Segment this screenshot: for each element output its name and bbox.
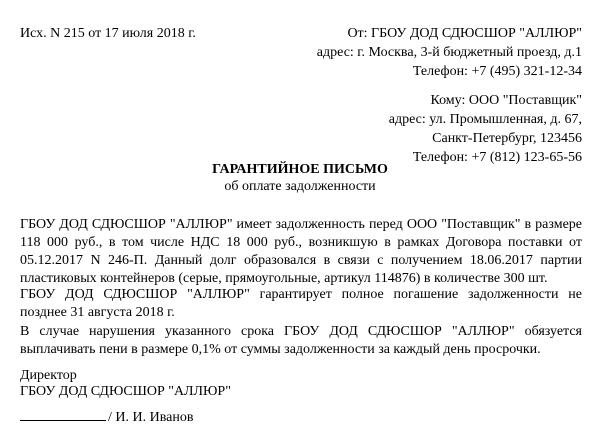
- signer-position: Директор: [20, 368, 77, 383]
- signer-name: / И. И. Иванов: [108, 410, 194, 425]
- signature-block: [20, 408, 193, 426]
- recipient-phone: Телефон: +7 (812) 123-65-56: [412, 150, 582, 165]
- paragraph-guarantee: ГБОУ ДОД СДЮСШОР "АЛЛЮР" гарантирует полное погашение задолженности не позднее 31 августа 2018 г.: [20, 287, 582, 320]
- recipient-address: адрес: ул. Промышленная, д. 67,: [388, 112, 582, 127]
- letter-title: ГАРАНТИЙНОЕ ПИСЬМО: [212, 162, 388, 177]
- signature-line: [20, 408, 106, 421]
- paragraph-debt: ГБОУ ДОД СДЮСШОР "АЛЛЮР" имеет задолженность перед ООО "Поставщик" в размере 118 000 руб., в том числе НДС 18 000 руб., возникшую в рамках Договора поставки от 05.12.2017 N 246-П. Данный долг образовался в связи с получением 18.06.2017 партии пластиковых контейнеров (серые, прямоугольные, артикул 114876) в количестве 300 шт.: [20, 217, 582, 286]
- sender-phone: Телефон: +7 (495) 321-12-34: [412, 64, 582, 79]
- signer-organization: ГБОУ ДОД СДЮСШОР "АЛЛЮР": [20, 384, 231, 399]
- paragraph-penalty: В случае нарушения указанного срока ГБОУ ДОД СДЮСШОР "АЛЛЮР" обязуется выплачивать пени в размере 0,1% от суммы задолженности за каждый день просрочки.: [20, 324, 582, 357]
- sender-name: От: ГБОУ ДОД СДЮСШОР "АЛЛЮР": [347, 26, 582, 41]
- sender-address: адрес: г. Москва, 3-й бюджетный проезд, д.1: [316, 45, 582, 60]
- recipient-name: Кому: ООО "Поставщик": [430, 93, 582, 108]
- outgoing-number: Исх. N 215 от 17 июля 2018 г.: [20, 26, 196, 41]
- recipient-city: Санкт-Петербург, 123456: [432, 131, 582, 146]
- letter-subtitle: об оплате задолженности: [224, 179, 376, 194]
